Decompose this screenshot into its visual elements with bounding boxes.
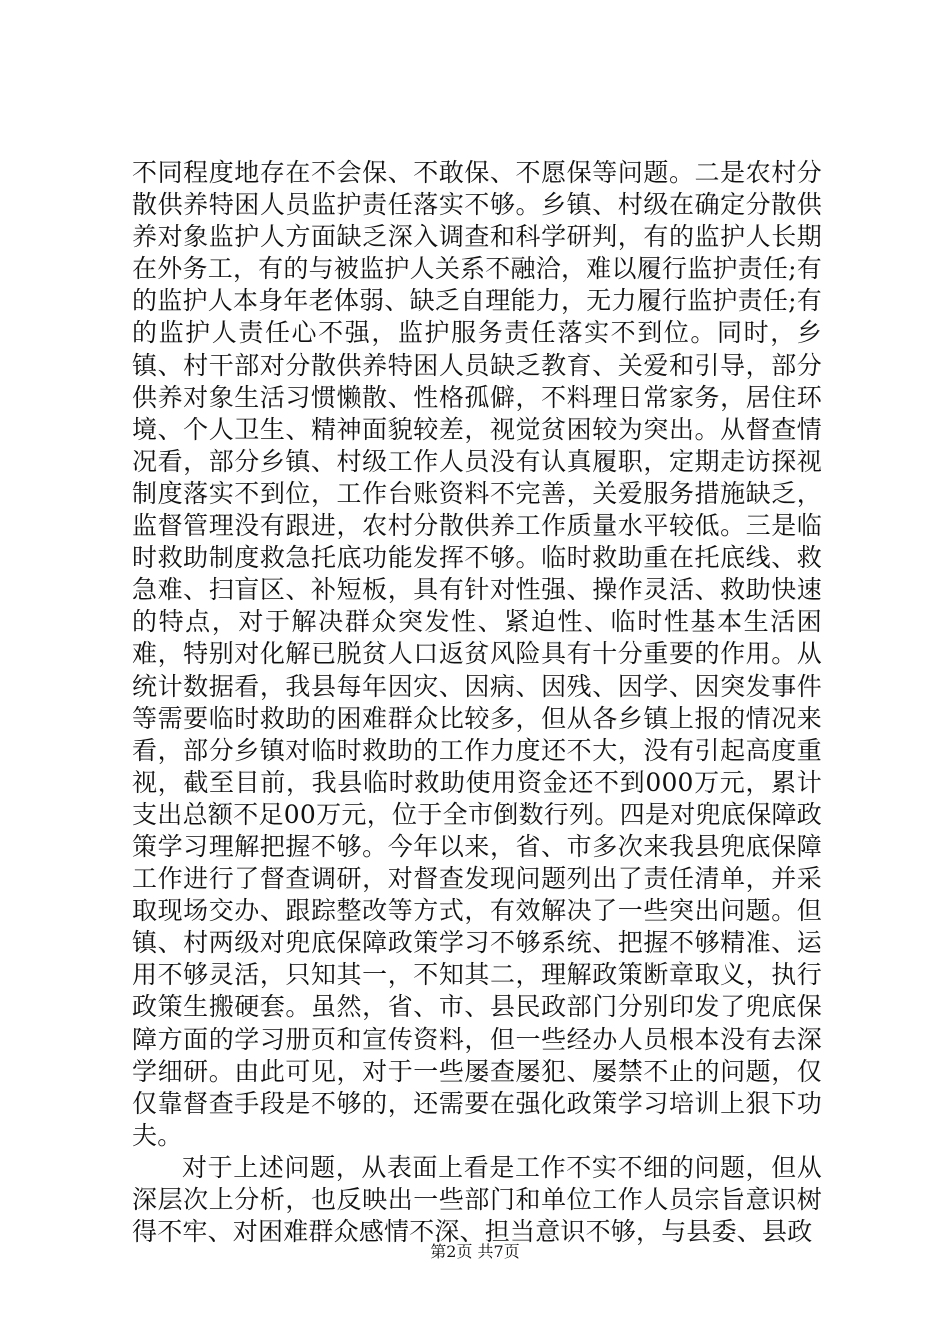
document-body [132,157,822,1248]
paragraph-continued: 不同程度地存在不会保、不敢保、不愿保等问题。二是农村分散供养特困人员监护责任落实不够。乡镇、村级在确定分散供养对象监护人方面缺乏深入调查和科学研判，有的监护人长期在外务工，有的与被监护人关系不融洽，难以履行监护责任;有的监护人本身年老体弱、缺乏自理能力，无力履行监护责任;有的监护人责任心不强，监护服务责任落实不到位。同时，乡镇、村干部对分散供养特困人员缺乏教育、关爱和引导，部分供养对象生活习惯懒散、性格孤僻，不料理日常家务，居住环境、个人卫生、精神面貌较差，视觉贫困较为突出。从督查情况看，部分乡镇、村级工作人员没有认真履职，定期走访探视制度落实不到位，工作台账资料不完善，关爱服务措施缺乏，监督管理没有跟进，农村分散供养工作质量水平较低。三是临时救助制度救急托底功能发挥不够。临时救助重在托底线、救急难、扫盲区、补短板，具有针对性强、操作灵活、救助快速的特点，对于解决群众突发性、紧迫性、临时性基本生活困难，特别对化解已脱贫人口返贫风险具有十分重要的作用。从统计数据看，我县每年因灾、因病、因残、因学、因突发事件等需要临时救助的困难群众比较多，但从各乡镇上报的情况来看，部分乡镇对临时救助的工作力度还不大，没有引起高度重视，截至目前，我县临时救助使用资金还不到000万元，累计支出总额不足00万元，位于全市倒数行列。四是对兜底保障政策学习理解把握不够。今年以来，省、市多次来我县兜底保障工作进行了督查调研，对督查发现问题列出了责任清单，并采取现场交办、跟踪整改等方式，有效解决了一些突出问题。但镇、村两级对兜底保障政策学习不够系统、把握不够精准、运用不够灵活，只知其一，不知其二，理解政策断章取义，执行政策生搬硬套。虽然，省、市、县民政部门分别印发了兜底保障方面的学习册页和宣传资料，但一些经办人员根本没有去深学细研。由此可见，对于一些屡查屡犯、屡禁不止的问题，仅仅靠督查手段是不够的，还需要在强化政策学习培训上狠下功夫。 [132,158,822,1150]
paragraph-analysis: 对于上述问题，从表面上看是工作不实不细的问题，但从深层次上分析，也反映出一些部门和单位工作人员宗旨意识树得不牢、对困难群众感情不深、担当意识不够，与县委、县政 [132,1152,822,1247]
page-footer [0,1242,950,1262]
page-number: 第2页 共7页 [430,1242,520,1261]
